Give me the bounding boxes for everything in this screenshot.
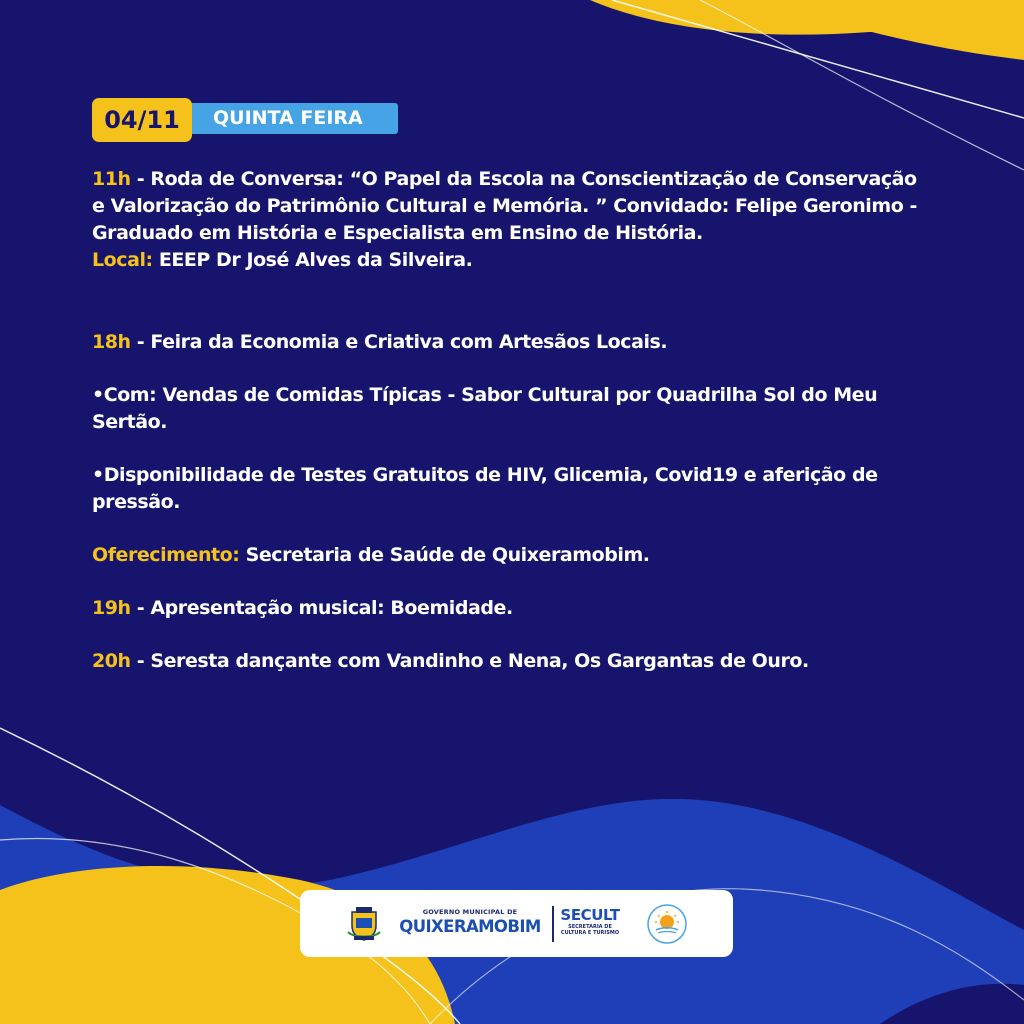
- footer-logo-bar: [300, 890, 733, 957]
- spacer: [92, 274, 922, 329]
- city-name: QUIXERAMOBIM: [399, 917, 541, 936]
- sun-circle-logo-icon: [646, 903, 688, 945]
- spacer: [92, 516, 922, 542]
- location-text: EEEP Dr José Alves da Silveira.: [152, 249, 473, 271]
- sponsor-line: [92, 542, 922, 569]
- location-line: [92, 247, 922, 274]
- item-text: - Seresta dançante com Vandinho e Nena, Os Gargantas de Ouro.: [130, 650, 809, 672]
- weekday-badge: QUINTA FEIRA: [188, 103, 398, 134]
- schedule-item-20h: [92, 648, 922, 675]
- location-label: Local:: [92, 249, 153, 271]
- item-text: - Roda de Conversa: “O Papel da Escola na Conscientização de Conservação e Valorização do Patrimônio Cultural e Memória. ” Convidado: Felipe Geronimo - Graduado em História e Especialista em Ensino de História.: [92, 168, 917, 244]
- time-label: 11h: [92, 168, 131, 190]
- item-text: - Feira da Economia e Criativa com Artesãos Locais.: [130, 331, 668, 353]
- sponsor-label: Oferecimento:: [92, 544, 240, 566]
- schedule-item-11h: [92, 166, 922, 247]
- time-label: 20h: [92, 650, 131, 672]
- municipal-crest-icon: [344, 904, 384, 944]
- government-label: GOVERNO MUNICIPAL DE: [422, 908, 518, 916]
- footer-divider: [552, 906, 554, 942]
- schedule-item-18h: [92, 329, 922, 356]
- secult-subtitle: SECRETARIA DE CULTURA E TURISMO: [560, 924, 620, 936]
- spacer: [92, 356, 922, 382]
- sponsor-text: Secretaria de Saúde de Quixeramobim.: [239, 544, 650, 566]
- spacer: [92, 622, 922, 648]
- schedule-item-19h: [92, 595, 922, 622]
- schedule-list: [92, 166, 922, 675]
- secult-title: SECULT: [560, 906, 620, 924]
- time-label: 18h: [92, 331, 131, 353]
- bullet-food: •Com: Vendas de Comidas Típicas - Sabor Cultural por Quadrilha Sol do Meu Sertão.: [92, 384, 878, 433]
- spacer: [92, 569, 922, 595]
- time-label: 19h: [92, 597, 131, 619]
- item-text: - Apresentação musical: Boemidade.: [130, 597, 513, 619]
- spacer: [92, 436, 922, 462]
- date-badge: 04/11: [92, 98, 192, 142]
- bullet-tests: •Disponibilidade de Testes Gratuitos de HIV, Glicemia, Covid19 e aferição de pressão.: [92, 464, 878, 513]
